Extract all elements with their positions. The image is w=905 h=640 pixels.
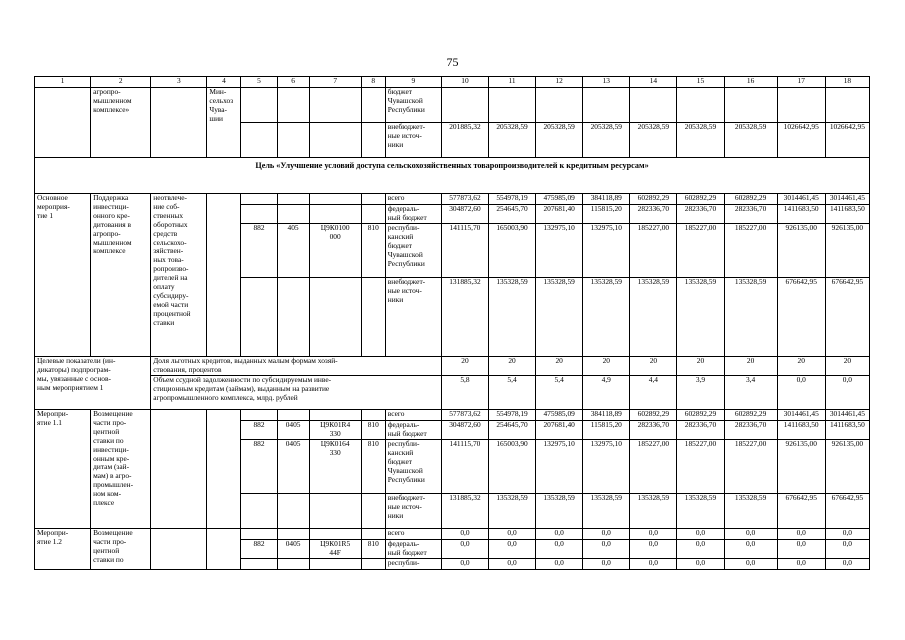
value-cell: 1026642,95 bbox=[777, 123, 825, 158]
funding-source: внебюджет- ные источ- ники bbox=[385, 278, 441, 357]
value-cell: 282336,70 bbox=[630, 205, 677, 224]
value-cell bbox=[777, 88, 825, 123]
value-cell: 205328,59 bbox=[536, 123, 583, 158]
target-article-code bbox=[309, 410, 361, 421]
value-cell: 20 bbox=[630, 357, 677, 376]
value-cell: 0,0 bbox=[677, 529, 724, 540]
value-cell: 282336,70 bbox=[630, 421, 677, 440]
value-cell: 676642,95 bbox=[825, 278, 869, 357]
value-cell: 205328,59 bbox=[583, 123, 630, 158]
value-cell: 207681,40 bbox=[536, 421, 583, 440]
value-cell: 115815,20 bbox=[583, 421, 630, 440]
grbs-code: 882 bbox=[241, 421, 277, 440]
value-cell: 304872,60 bbox=[441, 421, 488, 440]
value-cell bbox=[825, 88, 869, 123]
value-cell: 135328,59 bbox=[583, 494, 630, 529]
section-code: 405 bbox=[277, 224, 309, 278]
executor-cell bbox=[207, 529, 241, 570]
table-row bbox=[35, 88, 870, 123]
column-number: 17 bbox=[777, 77, 825, 88]
value-cell: 384118,89 bbox=[583, 194, 630, 205]
value-cell: 0,0 bbox=[630, 540, 677, 559]
value-cell: 5,4 bbox=[489, 376, 536, 410]
grbs-code: 882 bbox=[241, 440, 277, 494]
value-cell: 3,9 bbox=[677, 376, 724, 410]
funding-source: внебюджет- ные источ- ники bbox=[385, 123, 441, 158]
value-cell: 0,0 bbox=[583, 540, 630, 559]
code-cell bbox=[241, 205, 277, 224]
code-cell bbox=[241, 278, 277, 357]
value-cell: 1411683,50 bbox=[777, 421, 825, 440]
value-cell: 132975,10 bbox=[583, 440, 630, 494]
expense-type-code: 810 bbox=[361, 421, 385, 440]
target-article-code bbox=[309, 559, 361, 570]
value-cell: 577873,62 bbox=[441, 410, 488, 421]
executor-cell bbox=[207, 410, 241, 529]
value-cell: 1411683,50 bbox=[825, 421, 869, 440]
value-cell: 1411683,50 bbox=[777, 205, 825, 224]
target-article-code: Ц9К0164 330 bbox=[309, 440, 361, 494]
value-cell: 926135,00 bbox=[825, 224, 869, 278]
value-cell: 131885,32 bbox=[441, 494, 488, 529]
value-cell: 0,0 bbox=[536, 559, 583, 570]
measure-name: агропро- мышленном комплексе» bbox=[91, 88, 151, 158]
column-number: 4 bbox=[207, 77, 241, 88]
code-cell bbox=[277, 205, 309, 224]
code-cell bbox=[309, 278, 361, 357]
value-cell: 131885,32 bbox=[441, 278, 488, 357]
column-number: 18 bbox=[825, 77, 869, 88]
value-cell: 5,8 bbox=[441, 376, 488, 410]
value-cell: 554978,19 bbox=[489, 410, 536, 421]
table-body bbox=[35, 77, 870, 570]
funding-source: внебюджет- ные источ- ники bbox=[385, 494, 441, 529]
target-article-code: Ц9К0100 000 bbox=[309, 224, 361, 278]
section-code: 0405 bbox=[277, 421, 309, 440]
value-cell: 0,0 bbox=[489, 540, 536, 559]
section-code bbox=[277, 494, 309, 529]
value-cell: 201885,32 bbox=[441, 123, 488, 158]
column-number: 16 bbox=[724, 77, 777, 88]
target-article-code bbox=[309, 529, 361, 540]
value-cell bbox=[724, 88, 777, 123]
column-number: 6 bbox=[277, 77, 309, 88]
value-cell: 0,0 bbox=[724, 540, 777, 559]
value-cell: 384118,89 bbox=[583, 410, 630, 421]
row-cell bbox=[35, 88, 91, 158]
table-row bbox=[35, 529, 870, 540]
funding-source: федераль- ный бюджет bbox=[385, 421, 441, 440]
value-cell: 165003,90 bbox=[489, 440, 536, 494]
expense-type-code bbox=[361, 559, 385, 570]
column-number: 2 bbox=[91, 77, 151, 88]
value-cell: 3014461,45 bbox=[825, 194, 869, 205]
value-cell: 0,0 bbox=[724, 559, 777, 570]
value-cell: 602892,29 bbox=[630, 410, 677, 421]
funding-source: республи- канский бюджет Чувашской Республики bbox=[385, 224, 441, 278]
grbs-code bbox=[241, 559, 277, 570]
grbs-code: 882 bbox=[241, 224, 277, 278]
code-cell bbox=[277, 278, 309, 357]
value-cell: 0,0 bbox=[677, 559, 724, 570]
code-cell bbox=[361, 88, 385, 123]
value-cell: 0,0 bbox=[825, 559, 869, 570]
value-cell: 254645,70 bbox=[489, 421, 536, 440]
expense-type-code: 810 bbox=[361, 224, 385, 278]
value-cell: 0,0 bbox=[536, 529, 583, 540]
value-cell bbox=[536, 88, 583, 123]
value-cell: 0,0 bbox=[489, 529, 536, 540]
value-cell: 676642,95 bbox=[825, 494, 869, 529]
code-cell bbox=[241, 194, 277, 205]
column-number-row bbox=[35, 77, 870, 88]
value-cell: 475985,09 bbox=[536, 194, 583, 205]
value-cell: 676642,95 bbox=[777, 278, 825, 357]
value-cell: 20 bbox=[677, 357, 724, 376]
value-cell: 20 bbox=[825, 357, 869, 376]
value-cell: 0,0 bbox=[724, 529, 777, 540]
measure-result bbox=[151, 529, 207, 570]
value-cell: 135328,59 bbox=[583, 278, 630, 357]
code-cell bbox=[361, 205, 385, 224]
value-cell: 0,0 bbox=[777, 540, 825, 559]
column-number: 14 bbox=[630, 77, 677, 88]
code-cell bbox=[277, 123, 309, 158]
value-cell: 165003,90 bbox=[489, 224, 536, 278]
code-cell bbox=[309, 194, 361, 205]
value-cell: 0,0 bbox=[441, 540, 488, 559]
indicator-name: Объем ссудной задолженности по субсидируемым инве- стиционным кредитам (займам), выданным на развитие агропромышленного комплекса, млрд. рублей bbox=[151, 376, 442, 410]
value-cell: 20 bbox=[489, 357, 536, 376]
section-code bbox=[277, 529, 309, 540]
value-cell: 20 bbox=[536, 357, 583, 376]
column-number: 3 bbox=[151, 77, 207, 88]
code-cell bbox=[277, 194, 309, 205]
funding-source: бюджет Чувашской Республики bbox=[385, 88, 441, 123]
value-cell: 0,0 bbox=[630, 529, 677, 540]
goal-heading: Цель «Улучшение условий доступа сельскохозяйственных товаропроизводителей к кредитным ресурсам» bbox=[35, 158, 870, 194]
expense-type-code bbox=[361, 529, 385, 540]
goal-row bbox=[35, 158, 870, 194]
value-cell: 602892,29 bbox=[630, 194, 677, 205]
value-cell: 1411683,50 bbox=[825, 205, 869, 224]
value-cell: 254645,70 bbox=[489, 205, 536, 224]
funding-source: федераль- ный бюджет bbox=[385, 205, 441, 224]
value-cell: 205328,59 bbox=[724, 123, 777, 158]
value-cell: 20 bbox=[777, 357, 825, 376]
value-cell: 205328,59 bbox=[630, 123, 677, 158]
value-cell: 1026642,95 bbox=[825, 123, 869, 158]
value-cell: 135328,59 bbox=[724, 278, 777, 357]
value-cell: 554978,19 bbox=[489, 194, 536, 205]
value-cell: 20 bbox=[724, 357, 777, 376]
section-code: 0405 bbox=[277, 440, 309, 494]
value-cell: 0,0 bbox=[536, 540, 583, 559]
section-code: 0405 bbox=[277, 540, 309, 559]
funding-source: всего bbox=[385, 194, 441, 205]
column-number: 1 bbox=[35, 77, 91, 88]
funding-source: республи- bbox=[385, 559, 441, 570]
value-cell: 926135,00 bbox=[825, 440, 869, 494]
measure-name: Возмещение части про- центной ставки по инвестици- онным кре- дитам (зай- мам) в агро- промышлен- ном ком- плексе bbox=[91, 410, 151, 529]
measure-number: Основное мероприя- тие 1 bbox=[35, 194, 91, 357]
code-cell bbox=[309, 205, 361, 224]
value-cell: 282336,70 bbox=[677, 205, 724, 224]
section-code bbox=[277, 559, 309, 570]
value-cell: 4,4 bbox=[630, 376, 677, 410]
value-cell: 282336,70 bbox=[724, 205, 777, 224]
value-cell: 0,0 bbox=[777, 376, 825, 410]
measure-number: Меропри- ятие 1.1 bbox=[35, 410, 91, 529]
funding-source: всего bbox=[385, 529, 441, 540]
indicators-label: Целевые показатели (ин- дикаторы) подпрограм- мы, увязанные с основ- ным мероприятием 1 bbox=[35, 357, 151, 410]
value-cell: 304872,60 bbox=[441, 205, 488, 224]
expense-type-code: 810 bbox=[361, 540, 385, 559]
executor-cell: Мин- сельхоз Чува- шии bbox=[207, 88, 241, 158]
code-cell bbox=[277, 88, 309, 123]
indicator-row bbox=[35, 357, 870, 376]
target-article-code: Ц9К01R4 330 bbox=[309, 421, 361, 440]
value-cell: 132975,10 bbox=[536, 224, 583, 278]
grbs-code bbox=[241, 529, 277, 540]
value-cell: 0,0 bbox=[583, 559, 630, 570]
value-cell: 20 bbox=[583, 357, 630, 376]
value-cell: 602892,29 bbox=[724, 194, 777, 205]
column-number: 10 bbox=[441, 77, 488, 88]
page-number: 75 bbox=[446, 55, 459, 69]
program-table bbox=[34, 76, 870, 570]
executor-cell bbox=[207, 194, 241, 357]
value-cell: 135328,59 bbox=[630, 278, 677, 357]
target-article-code: Ц9К01R5 44F bbox=[309, 540, 361, 559]
measure-number: Меропри- ятие 1.2 bbox=[35, 529, 91, 570]
value-cell: 0,0 bbox=[441, 529, 488, 540]
value-cell: 0,0 bbox=[825, 540, 869, 559]
value-cell: 132975,10 bbox=[536, 440, 583, 494]
value-cell: 3014461,45 bbox=[777, 410, 825, 421]
value-cell: 135328,59 bbox=[677, 494, 724, 529]
measure-name: Поддержка инвестици- онного кре- дитования в агропро- мышленном комплексе bbox=[91, 194, 151, 357]
value-cell: 4,9 bbox=[583, 376, 630, 410]
value-cell: 185227,00 bbox=[677, 224, 724, 278]
value-cell: 5,4 bbox=[536, 376, 583, 410]
value-cell: 0,0 bbox=[825, 376, 869, 410]
value-cell: 3,4 bbox=[724, 376, 777, 410]
expense-type-code: 810 bbox=[361, 440, 385, 494]
code-cell bbox=[309, 123, 361, 158]
measure-result bbox=[151, 410, 207, 529]
column-number: 9 bbox=[385, 77, 441, 88]
value-cell bbox=[630, 88, 677, 123]
value-cell: 141115,70 bbox=[441, 224, 488, 278]
grbs-code bbox=[241, 494, 277, 529]
value-cell: 676642,95 bbox=[777, 494, 825, 529]
column-number: 8 bbox=[361, 77, 385, 88]
code-cell bbox=[361, 194, 385, 205]
value-cell: 602892,29 bbox=[677, 194, 724, 205]
value-cell: 135328,59 bbox=[630, 494, 677, 529]
value-cell: 926135,00 bbox=[777, 440, 825, 494]
value-cell bbox=[489, 88, 536, 123]
column-number: 12 bbox=[536, 77, 583, 88]
code-cell bbox=[361, 123, 385, 158]
value-cell: 185227,00 bbox=[724, 440, 777, 494]
column-number: 5 bbox=[241, 77, 277, 88]
value-cell: 3014461,45 bbox=[777, 194, 825, 205]
expense-type-code bbox=[361, 494, 385, 529]
value-cell bbox=[441, 88, 488, 123]
value-cell: 602892,29 bbox=[724, 410, 777, 421]
code-cell bbox=[241, 88, 277, 123]
indicator-name: Доля льготных кредитов, выданных малым формам хозяй- ствования, процентов bbox=[151, 357, 442, 376]
value-cell: 0,0 bbox=[630, 559, 677, 570]
value-cell: 135328,59 bbox=[489, 278, 536, 357]
value-cell: 185227,00 bbox=[724, 224, 777, 278]
grbs-code: 882 bbox=[241, 540, 277, 559]
value-cell: 282336,70 bbox=[724, 421, 777, 440]
value-cell: 135328,59 bbox=[536, 278, 583, 357]
value-cell: 0,0 bbox=[677, 540, 724, 559]
value-cell: 0,0 bbox=[777, 529, 825, 540]
value-cell: 0,0 bbox=[441, 559, 488, 570]
value-cell: 135328,59 bbox=[724, 494, 777, 529]
value-cell: 0,0 bbox=[489, 559, 536, 570]
expense-type-code bbox=[361, 410, 385, 421]
value-cell: 205328,59 bbox=[489, 123, 536, 158]
value-cell: 0,0 bbox=[825, 529, 869, 540]
value-cell: 185227,00 bbox=[630, 440, 677, 494]
code-cell bbox=[361, 278, 385, 357]
value-cell: 0,0 bbox=[777, 559, 825, 570]
value-cell: 135328,59 bbox=[677, 278, 724, 357]
value-cell: 185227,00 bbox=[630, 224, 677, 278]
table-row bbox=[35, 410, 870, 421]
value-cell bbox=[583, 88, 630, 123]
value-cell: 3014461,45 bbox=[825, 410, 869, 421]
funding-source: всего bbox=[385, 410, 441, 421]
value-cell: 115815,20 bbox=[583, 205, 630, 224]
grbs-code bbox=[241, 410, 277, 421]
column-number: 11 bbox=[489, 77, 536, 88]
value-cell: 0,0 bbox=[583, 529, 630, 540]
column-number: 7 bbox=[309, 77, 361, 88]
value-cell: 20 bbox=[441, 357, 488, 376]
funding-source: федераль- ный бюджет bbox=[385, 540, 441, 559]
value-cell: 205328,59 bbox=[677, 123, 724, 158]
column-number: 13 bbox=[583, 77, 630, 88]
value-cell: 135328,59 bbox=[536, 494, 583, 529]
column-number: 15 bbox=[677, 77, 724, 88]
value-cell: 602892,29 bbox=[677, 410, 724, 421]
value-cell: 282336,70 bbox=[677, 421, 724, 440]
measure-result: неотвлече- ние соб- ственных оборотных средств сельскохо- зяйствен- ных това- ропроизво- дителей на оплату субсидиру- емой части процентной ставки bbox=[151, 194, 207, 357]
target-article-code bbox=[309, 494, 361, 529]
value-cell: 207681,40 bbox=[536, 205, 583, 224]
table-row bbox=[35, 194, 870, 205]
funding-source: республи- канский бюджет Чувашской Республики bbox=[385, 440, 441, 494]
code-cell bbox=[309, 88, 361, 123]
code-cell bbox=[241, 123, 277, 158]
result-cell bbox=[151, 88, 207, 158]
value-cell: 135328,59 bbox=[489, 494, 536, 529]
value-cell: 926135,00 bbox=[777, 224, 825, 278]
value-cell bbox=[677, 88, 724, 123]
value-cell: 185227,00 bbox=[677, 440, 724, 494]
indicator-row bbox=[35, 376, 870, 410]
value-cell: 132975,10 bbox=[583, 224, 630, 278]
value-cell: 475985,09 bbox=[536, 410, 583, 421]
value-cell: 577873,62 bbox=[441, 194, 488, 205]
measure-name: Возмещение части про- центной ставки по bbox=[91, 529, 151, 570]
value-cell: 141115,70 bbox=[441, 440, 488, 494]
section-code bbox=[277, 410, 309, 421]
